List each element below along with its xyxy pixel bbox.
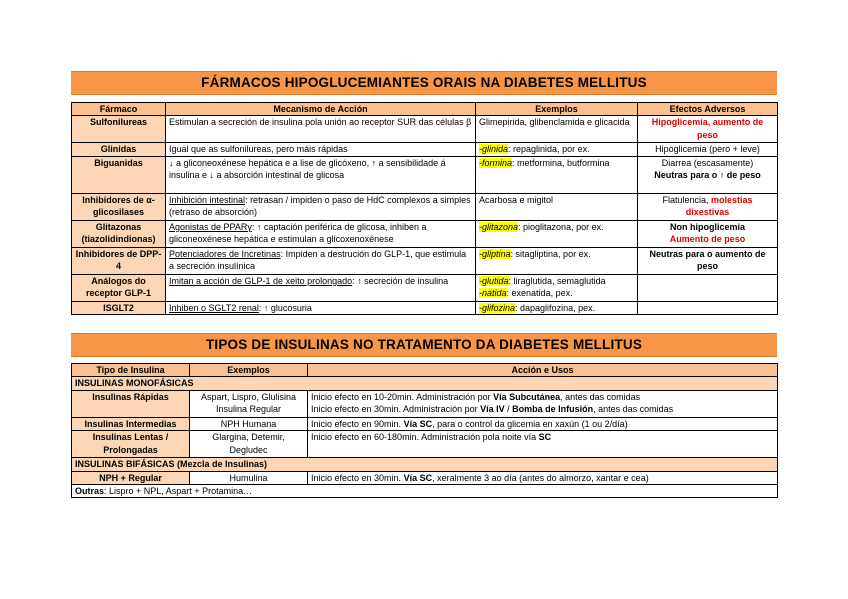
oral-drugs-title: FÁRMACOS HIPOGLUCEMIANTES ORAIS NA DIABETES MELLITUS — [71, 71, 777, 95]
header-drug: Fármaco — [72, 103, 166, 116]
insulin-examples: Humulina — [190, 471, 308, 484]
table-header-row — [72, 364, 778, 377]
header-examples: Exemplos — [190, 364, 308, 377]
insulin-action: Inicio efecto en 10-20min. Administración por Vía Subcutánea, antes das comidas Inicio efecto en 30min. Administración por Vía IV / Bomba de Infusión, antes das comidas — [308, 390, 778, 417]
others-row — [72, 485, 778, 498]
section-biphasic: INSULINAS BIFÁSICAS (Mezcla de Insulinas) — [72, 458, 778, 471]
insulin-types-title: TIPOS DE INSULINAS NO TRATAMENTO DA DIABETES MELLITUS — [71, 333, 777, 357]
examples: -gliptina: sitagliptina, por ex. — [476, 247, 638, 274]
insulin-action: Inicio efecto en 30min. Vía SC, xeralmente 3 ao día (antes do almorzo, xantar e cea) — [308, 471, 778, 484]
table-row — [72, 156, 778, 193]
table-row — [72, 417, 778, 430]
examples: Acarbosa e migitol — [476, 193, 638, 220]
examples: Glimepirida, glibenclamida e glicacida — [476, 116, 638, 143]
insulin-type: Insulinas Rápidas — [72, 390, 190, 417]
section-row — [72, 458, 778, 471]
mechanism: ↓ a gliconeoxénese hepática e a lise de glicóxeno, ↑ a sensibilidade á insulina e ↓ a absorción intestinal de glicosa — [166, 156, 476, 193]
drug-name: Inhibidores de α-glicosilases — [72, 193, 166, 220]
adverse-effects: Diarrea (escasamente) Neutras para o ↑ de peso — [638, 156, 778, 193]
examples: -glinida: repaglinida, por ex. — [476, 143, 638, 156]
mechanism: Potenciadores de Incretinas: Impiden a destrución do GLP-1, que estimula a secreción insulínica — [166, 247, 476, 274]
examples: -glifozina: dapaglifozina, pex. — [476, 301, 638, 314]
insulin-action: Inicio efecto en 90min. Vía SC, para o control da glicemia en xaxún (1 ou 2/día) — [308, 417, 778, 430]
table-row — [72, 390, 778, 417]
table-header-row — [72, 103, 778, 116]
examples: -formina: metformina, butformina — [476, 156, 638, 193]
table-row — [72, 274, 778, 301]
adverse-effects — [638, 274, 778, 301]
table-row — [72, 301, 778, 314]
mechanism: Imitan a acción de GLP-1 de xeito prolongado: ↑ secreción de insulina — [166, 274, 476, 301]
insulin-examples: NPH Humana — [190, 417, 308, 430]
mechanism: Inhibición intestinal: retrasan / impiden o paso de HdC complexos a simples (retraso de absorción) — [166, 193, 476, 220]
drug-name: Glitazonas (tiazolidindionas) — [72, 220, 166, 247]
table-row — [72, 431, 778, 458]
insulin-action: Inicio efecto en 60-180min. Administración pola noite vía SC — [308, 431, 778, 458]
header-adverse: Efectos Adversos — [638, 103, 778, 116]
adverse-effects — [638, 301, 778, 314]
table-row — [72, 193, 778, 220]
drug-name: Glinidas — [72, 143, 166, 156]
mechanism: Igual que as sulfonilureas, pero máis rápidas — [166, 143, 476, 156]
adverse-effects: Flatulencia, molestias dixestivas — [638, 193, 778, 220]
drug-name: Inhibidores de DPP-4 — [72, 247, 166, 274]
examples: -glutida: liraglutida, semaglutida -natida: exenatida, pex. — [476, 274, 638, 301]
table-row — [72, 143, 778, 156]
insulin-type: Insulinas Intermedias — [72, 417, 190, 430]
insulin-type: Insulinas Lentas / Prolongadas — [72, 431, 190, 458]
header-action-uses: Acción e Usos — [308, 364, 778, 377]
drug-name: Biguanidas — [72, 156, 166, 193]
mechanism: Inhiben o SGLT2 renal: ↑ glucosuria — [166, 301, 476, 314]
others-note: Outras: Lispro + NPL, Aspart + Protamina… — [72, 485, 778, 498]
insulin-examples: Aspart, Lispro, Glulisina Insulina Regular — [190, 390, 308, 417]
table-row — [72, 471, 778, 484]
table-row — [72, 247, 778, 274]
mechanism: Estimulan a secreción de insulina pola unión ao receptor SUR das células β — [166, 116, 476, 143]
insulin-examples: Glargina, Detemir, Degludec — [190, 431, 308, 458]
adverse-effects: Neutras para o aumento de peso — [638, 247, 778, 274]
drug-name: Sulfonilureas — [72, 116, 166, 143]
adverse-effects: Hipoglicemia, aumento de peso — [638, 116, 778, 143]
adverse-effects: Hipoglicemia (pero + leve) — [638, 143, 778, 156]
examples: -glitazona: pioglitazona, por ex. — [476, 220, 638, 247]
insulin-types-table — [71, 363, 778, 498]
header-mechanism: Mecanismo de Acción — [166, 103, 476, 116]
table-row — [72, 220, 778, 247]
table-row — [72, 116, 778, 143]
section-monophasic: INSULINAS MONOFÁSICAS — [72, 377, 778, 390]
header-examples: Exemplos — [476, 103, 638, 116]
drug-name: ISGLT2 — [72, 301, 166, 314]
insulin-type: NPH + Regular — [72, 471, 190, 484]
header-insulin-type: Tipo de Insulina — [72, 364, 190, 377]
section-row — [72, 377, 778, 390]
adverse-effects: Non hipoglicemia Aumento de peso — [638, 220, 778, 247]
oral-drugs-table — [71, 102, 778, 315]
drug-name: Análogos do receptor GLP-1 — [72, 274, 166, 301]
mechanism: Agonistas de PPARγ: ↑ captación periférica de glicosa, inhiben a gliconeoxénese hepática e estimulan a glicoxenoxénese — [166, 220, 476, 247]
